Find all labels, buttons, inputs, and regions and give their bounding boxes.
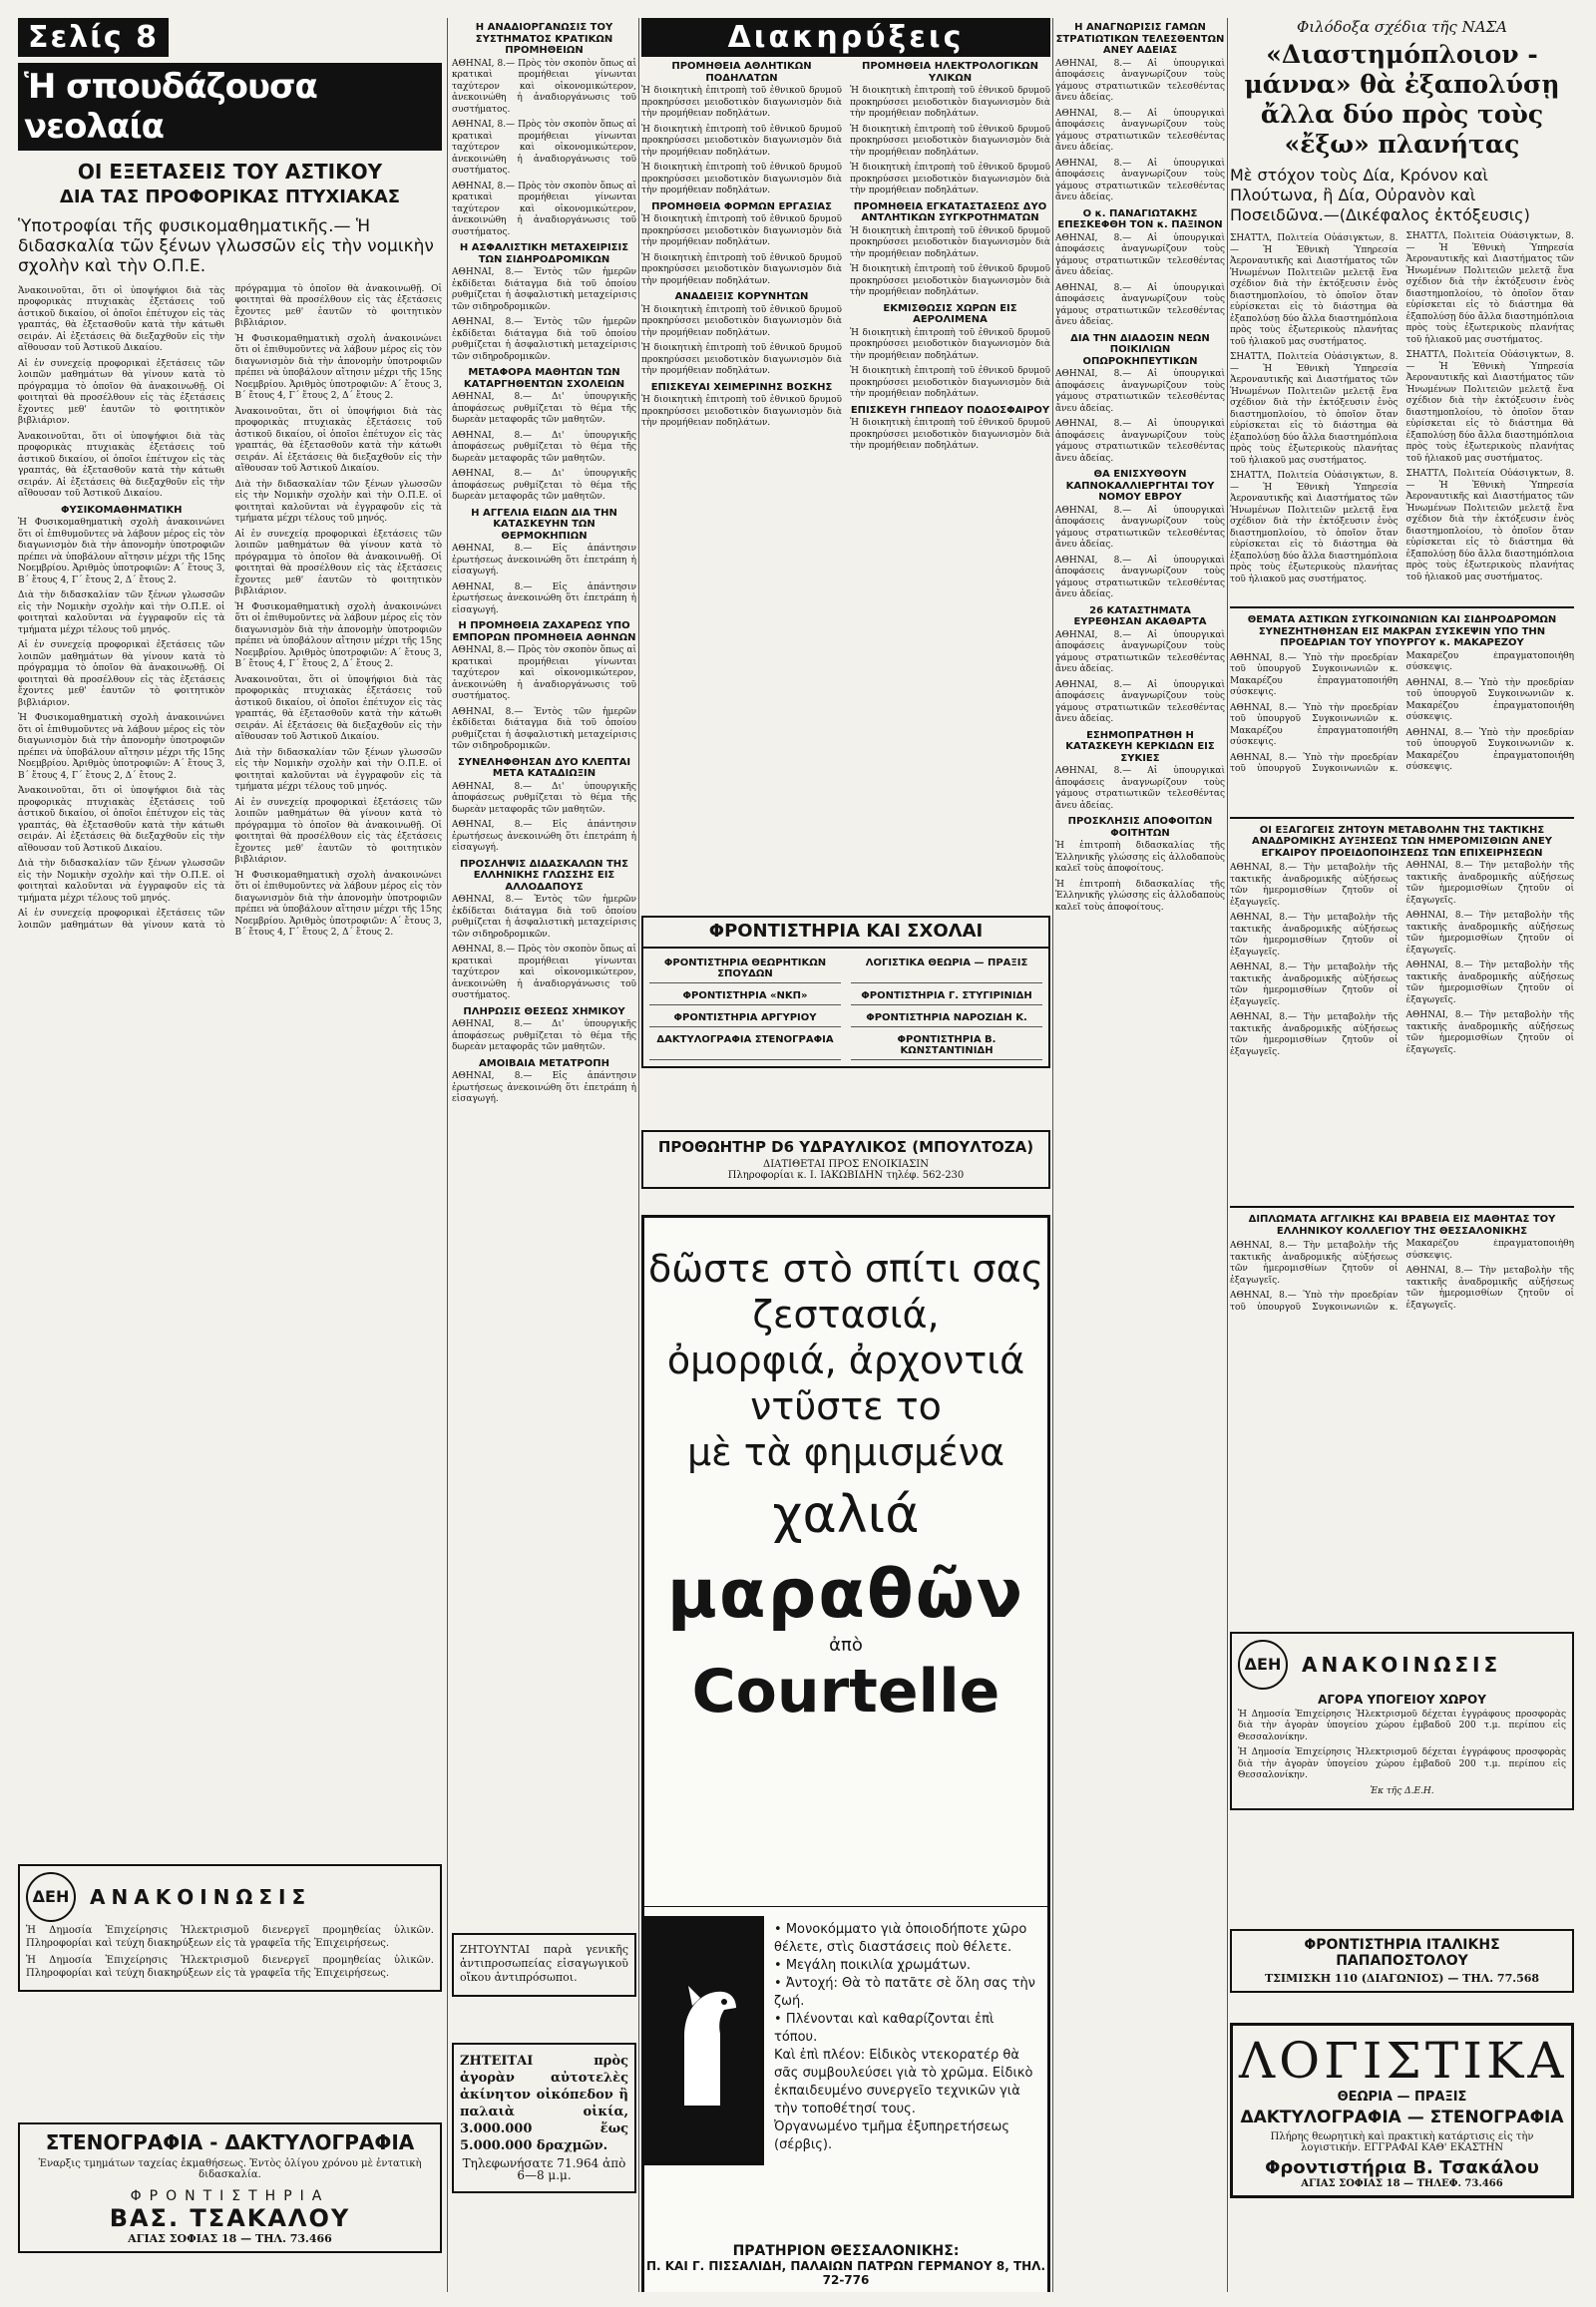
store-label: ΠΡΑΤΗΡΙΟΝ ΘΕΣΣΑΛΟΝΙΚΗΣ: — [732, 2243, 960, 2259]
ad-text: Πληροφορίαι κ. Ι. ΙΑΚΩΒΙΔΗΝ τηλέφ. 562-230 — [727, 1170, 965, 1181]
ad-title: ΑΝΑΚΟΙΝΩΣΙΣ — [90, 1885, 312, 1909]
ad-text: Ἡ Δημοσία Ἐπιχείρησις Ἠλεκτρισμοῦ διενεργεῖ προμηθείας ὑλικῶν. Πληροφορίαι καὶ τεύχη διακηρύξεων εἰς τὰ γραφεῖα τῆς Ἐπιχειρήσεως. — [26, 1925, 434, 1949]
article-text: ΑΘΗΝΑΙ, 8.— Δι' ὑπουργικῆς ἀποφάσεως ρυθμίζεται τὸ θέμα τῆς δωρεὰν μεταφορᾶς τῶν μαθητῶν. — [452, 1019, 636, 1052]
article-text: ΑΘΗΝΑΙ, 8.— Τὴν μεταβολὴν τῆς τακτικῆς ἀναδρομικῆς αὐξήσεως τῶν ἡμερομισθίων ζητοῦν οἱ ἐξαγωγεῖς. — [1230, 1012, 1398, 1057]
dei-underground-ad — [1230, 1632, 1574, 1810]
article-text: ΑΘΗΝΑΙ, 8.— Ὑπὸ τὴν προεδρίαν τοῦ ὑπουργοῦ Συγκοινωνιῶν κ. Μακαρέζου ἐπραγματοποιήθη σύσκεψις. — [1230, 1239, 1574, 1313]
article-text: Ἡ διοικητικὴ ἐπιτροπὴ τοῦ ἐθνικοῦ δρυμοῦ προκηρύσσει μειοδοτικὸν διαγωνισμὸν διὰ τὴν προμήθειαν ποδηλάτων. — [641, 214, 842, 247]
article-text: ΑΘΗΝΑΙ, 8.— Τὴν μεταβολὴν τῆς τακτικῆς ἀναδρομικῆς αὐξήσεως τῶν ἡμερομισθίων ζητοῦν οἱ ἐξαγωγεῖς. — [1230, 913, 1398, 958]
article-text: Ἡ ἐπιτροπὴ διδασκαλίας τῆς Ἑλληνικῆς γλώσσης εἰς ἀλλοδαποὺς καλεῖ τοὺς ἀποφοίτους. — [1055, 841, 1225, 874]
article-text: Ἀνακοινοῦται, ὅτι οἱ ὑποψήφιοι διὰ τὰς προφορικὰς πτυχιακὰς ἐξετάσεις τοῦ ἀστικοῦ δικαίου, οἱ ὁποῖοι ἐπέτυχον εἰς τὰς γραπτάς, θὰ ἐξετασθοῦν κατὰ τὴν κάτωθι σειράν. Αἱ ἐξετάσεις θὰ διεξαχθοῦν εἰς τὴν αἴθουσαν τοῦ Ἀστικοῦ Δικαίου. — [234, 406, 442, 475]
fiber-brand: Courtelle — [691, 1657, 1000, 1727]
article-text: ΑΘΗΝΑΙ, 8.— Δι' ὑπουργικῆς ἀποφάσεως ρυθμίζεται τὸ θέμα τῆς δωρεὰν μεταφορᾶς τῶν μαθητῶν. — [452, 392, 636, 425]
article-text: Ἡ διοικητικὴ ἐπιτροπὴ τοῦ ἐθνικοῦ δρυμοῦ προκηρύσσει μειοδοτικὸν διαγωνισμὸν διὰ τὴν προμήθειαν ποδηλάτων. — [641, 86, 842, 119]
article-text: ΣΗΑΤΤΛ, Πολιτεία Οὐάσιγκτων, 8.— Ἡ Ἐθνικὴ Ὑπηρεσία Ἀεροναυτικῆς καὶ Διαστήματος τῶν Ἡνωμένων Πολιτειῶν μελετᾷ ἕνα σχέδιον διὰ τὴν ἐκτόξευσιν ἑνὸς διαστημοπλοίου, τὸ ὁποῖον ὅταν εὑρίσκεται εἰς τὸ διάστημα θὰ ἐξαπολύσῃ δύο ἄλλα διαστημόπλοια πρὸς τοὺς ἐξωτερικοὺς πλανήτας τοῦ ἡλιακοῦ μας συστήματος. — [1230, 471, 1398, 584]
article-text: ΑΘΗΝΑΙ, 8.— Τὴν μεταβολὴν τῆς τακτικῆς ἀναδρομικῆς αὐξήσεως τῶν ἡμερομισθίων ζητοῦν οἱ ἐξαγωγεῖς. — [1405, 911, 1574, 956]
article-text: ΑΘΗΝΑΙ, 8.— Δι' ὑπουργικῆς ἀποφάσεως ρυθμίζεται τὸ θέμα τῆς δωρεὰν μεταφορᾶς τῶν μαθητῶν. — [452, 430, 636, 464]
headline: ΕΠΙΣΚΕΥΑΙ ΧΕΙΜΕΡΙΝΗΣ ΒΟΣΚΗΣ — [650, 381, 833, 393]
school-listing: ΦΡΟΝΤΙΣΤΗΡΙΑ ΝΑΡΟΖΙΔΗ Κ. — [851, 1009, 1042, 1027]
ad-text: Ἡ Δημοσία Ἐπιχείρησις Ἠλεκτρισμοῦ δέχεται ἐγγράφους προσφορὰς διὰ τὴν ἀγορὰν ὑπογείου χώρου ἐμβαδοῦ 200 τ.μ. περίπου εἰς Θεσσαλονίκην. — [1238, 1747, 1566, 1781]
ad-line: δῶστε στὸ σπίτι σας — [647, 1247, 1043, 1291]
dei-announcement-ad — [18, 1864, 442, 1992]
article-text: Διὰ τὴν διδασκαλίαν τῶν ξένων γλωσσῶν εἰς τὴν Νομικὴν σχολὴν καὶ τὴν Ο.Π.Ε. οἱ φοιτηταὶ καλοῦνται νὰ ἐγγραφοῦν εἰς τὰ τμήματα μέχρι τέλους τοῦ μηνός. — [18, 859, 225, 904]
article-text: ΣΗΑΤΤΛ, Πολιτεία Οὐάσιγκτων, 8.— Ἡ Ἐθνικὴ Ὑπηρεσία Ἀεροναυτικῆς καὶ Διαστήματος τῶν Ἡνωμένων Πολιτειῶν μελετᾷ ἕνα σχέδιον διὰ τὴν ἐκτόξευσιν ἑνὸς διαστημοπλοίου, τὸ ὁποῖον ὅταν εὑρίσκεται εἰς τὸ διάστημα θὰ ἐξαπολύσῃ δύο ἄλλα διαστημόπλοια πρὸς τοὺς ἐξωτερικοὺς πλανήτας τοῦ ἡλιακοῦ μας συστήματος. — [1230, 233, 1398, 347]
article-text: ΑΘΗΝΑΙ, 8.— Τὴν μεταβολὴν τῆς τακτικῆς ἀναδρομικῆς αὐξήσεως τῶν ἡμερομισθίων ζητοῦν οἱ ἐξαγωγεῖς. — [1405, 961, 1574, 1005]
headline: ΠΡΟΜΗΘΕΙΑ ΕΓΚΑΤΑΣΤΑΣΕΩΣ ΔΥΟ ΑΝΤΛΗΤΙΚΩΝ ΣΥΓΚΡΟΤΗΜΑΤΩΝ — [853, 200, 1047, 223]
headline: ΑΝΑΔΕΙΞΙΣ ΚΟΡΥΝΗΤΩΝ — [674, 291, 809, 302]
ad-text: ΔΙΑΤΙΘΕΤΑΙ ΠΡΟΣ ΕΝΟΙΚΙΑΣΙΝ — [762, 1159, 930, 1170]
article-text: Ἀνακοινοῦται, ὅτι οἱ ὑποψήφιοι διὰ τὰς προφορικὰς πτυχιακὰς ἐξετάσεις τοῦ ἀστικοῦ δικαίου, οἱ ὁποῖοι ἐπέτυχον εἰς τὰς γραπτάς, θὰ ἐξετασθοῦν κατὰ τὴν κάτωθι σειράν. Αἱ ἐξετάσεις θὰ διεξαχθοῦν εἰς τὴν αἴθουσαν τοῦ Ἀστικοῦ Δικαίου. — [18, 786, 225, 854]
article-text: ΑΘΗΝΑΙ, 8.— Αἱ ὑπουργικαὶ ἀποφάσεις ἀναγνωρίζουν τοὺς γάμους στρατιωτικῶν τελεσθέντας ἄνευ ἀδείας. — [1055, 679, 1225, 724]
ad-title: ΦΡΟΝΤΙΣΤΗΡΙΑ ΙΤΑΛΙΚΗΣ ΠΑΠΑΠΟΣΤΟΛΟΥ — [1304, 1937, 1500, 1969]
ad-title: ΠΡΟΘΩΗΤΗΡ D6 ΥΔΡΑΥΛΙΚΟΣ (ΜΠΟΥΛΤΟΖΑ) — [657, 1138, 1034, 1156]
article-text: ΑΘΗΝΑΙ, 8.— Αἱ ὑπουργικαὶ ἀποφάσεις ἀναγνωρίζουν τοὺς γάμους στρατιωτικῶν τελεσθέντας ἄνευ ἀδείας. — [1055, 369, 1225, 414]
headline: ΘΑ ΕΝΙΣΧΥΘΟΥΝ ΚΑΠΝΟΚΑΛΛΙΕΡΓΗΤΑΙ ΤΟΥ ΝΟΜΟΥ ΕΒΡΟΥ — [1065, 469, 1215, 503]
subheadline-nasa: Μὲ στόχον τοὺς Δία, Κρόνον καὶ Πλούτωνα, ἢ Δία, Οὐρανὸν καὶ Ποσειδῶνα.—(Δικέφαλος ἐκτόξευσις) — [1230, 166, 1530, 224]
article-text: ΑΘΗΝΑΙ, 8.— Πρὸς τὸν σκοπὸν ὅπως αἱ κρατικαὶ προμήθειαι γίνωνται ταχύτερον καὶ οἰκονομικώτερον, ἀνεκοινώθη ἡ ἀναδιοργάνωσις τοῦ συστήματος. — [452, 181, 636, 237]
ad-line: ντῦστε το — [750, 1384, 942, 1428]
article-text: Αἱ ἐν συνεχείᾳ προφορικαὶ ἐξετάσεις τῶν λοιπῶν μαθημάτων θὰ γίνουν κατὰ τὸ πρόγραμμα τὸ ὁποῖον θὰ ἀνακοινωθῇ. Οἱ φοιτηταὶ θὰ προσέλθουν εἰς τὰς ἐξετάσεις ἔχοντες μεθ' ἑαυτῶν τὸ φοιτητικὸν βιβλιάριον. — [18, 640, 225, 708]
article-text: Αἱ ἐν συνεχείᾳ προφορικαὶ ἐξετάσεις τῶν λοιπῶν μαθημάτων θὰ γίνουν κατὰ τὸ πρόγραμμα τὸ ὁποῖον θὰ ἀνακοινωθῇ. Οἱ φοιτηταὶ θὰ προσέλθουν εἰς τὰς ἐξετάσεις ἔχοντες μεθ' ἑαυτῶν τὸ φοιτητικὸν βιβλιάριον. — [18, 358, 225, 427]
classified-ad-property — [452, 2043, 636, 2193]
dei-logo-icon: ΔΕΗ — [1238, 1640, 1288, 1690]
ad-line: ζεστασιά, — [752, 1293, 940, 1337]
ad-address: ΑΓΙΑΣ ΣΟΦΙΑΣ 18 — ΤΗΛ. 73.466 — [128, 2232, 332, 2245]
article-text: Ἡ διοικητικὴ ἐπιτροπὴ τοῦ ἐθνικοῦ δρυμοῦ προκηρύσσει μειοδοτικὸν διαγωνισμὸν διὰ τὴν προμήθειαν ποδηλάτων. — [641, 304, 842, 338]
headline: Η ΑΝΑΓΝΩΡΙΣΙΣ ΓΑΜΩΝ ΣΤΡΑΤΙΩΤΙΚΩΝ ΤΕΛΕΣΘΕΝΤΩΝ ΑΝΕΥ ΑΔΕΙΑΣ — [1055, 22, 1225, 56]
article-text: ΑΘΗΝΑΙ, 8.— Ὑπὸ τὴν προεδρίαν τοῦ ὑπουργοῦ Συγκοινωνιῶν κ. Μακαρέζου ἐπραγματοποιήθη σύσκεψις. — [1230, 650, 1574, 774]
article-text: ΑΘΗΝΑΙ, 8.— Αἱ ὑπουργικαὶ ἀποφάσεις ἀναγνωρίζουν τοὺς γάμους στρατιωτικῶν τελεσθέντας ἄνευ ἀδείας. — [1055, 419, 1225, 464]
headline-oral-exams: ΔΙΑ ΤΑΣ ΠΡΟΦΟΡΙΚΑΣ ΠΤΥΧΙΑΚΑΣ — [59, 187, 401, 207]
article-text: Ἡ διοικητικὴ ἐπιτροπὴ τοῦ ἐθνικοῦ δρυμοῦ προκηρύσσει μειοδοτικὸν διαγωνισμὸν διὰ τὴν προμήθειαν ποδηλάτων. — [850, 264, 1050, 297]
ad-bullet: • Πλένονται καὶ καθαρίζονται ἐπὶ τόπου. — [774, 2012, 995, 2045]
ad-bullet: Καὶ ἐπὶ πλέον: Εἰδικὸς ντεκορατέρ θὰ σᾶς συμβουλεύσει γιὰ τὸ χρῶμα. Εἰδικὸ ἐκπαιδευμένο συνεργεῖο τεχνικῶν γιὰ τὴν τοποθέτησί τους. — [774, 2048, 1033, 2116]
article-text: Ἡ Φυσικομαθηματικὴ σχολὴ ἀνακοινώνει ὅτι οἱ ἐπιθυμοῦντες νὰ λάβουν μέρος εἰς τὸν διαγωνισμὸν διὰ τὴν ἀπονομὴν ὑποτροφιῶν πρέπει νὰ ὑποβάλουν αἴτησιν μέχρι τῆς 15ης Νοεμβρίου. Ἀριθμὸς ὑποτροφιῶν: Α΄ ἔτους 3, Β΄ ἔτους 4, Γ΄ ἔτους 2, Δ΄ ἔτους 2. — [234, 601, 442, 670]
article-text: ΑΘΗΝΑΙ, 8.— Πρὸς τὸν σκοπὸν ὅπως αἱ κρατικαὶ προμήθειαι γίνωνται ταχύτερον καὶ οἰκονομικώτερον, ἀνεκοινώθη ἡ ἀναδιοργάνωσις τοῦ συστήματος. — [452, 645, 636, 701]
italian-school-ad — [1230, 1929, 1574, 1993]
article-text: ΑΘΗΝΑΙ, 8.— Αἱ ὑπουργικαὶ ἀποφάσεις ἀναγνωρίζουν τοὺς γάμους στρατιωτικῶν τελεσθέντας ἄνευ ἀδείας. — [1055, 766, 1225, 811]
classified-ad — [452, 1933, 636, 1997]
ad-text: Ἡ Δημοσία Ἐπιχείρησις Ἠλεκτρισμοῦ διενεργεῖ προμηθείας ὑλικῶν. Πληροφορίαι καὶ τεύχη διακηρύξεων εἰς τὰ γραφεῖα τῆς Ἐπιχειρήσεως. — [26, 1955, 434, 1979]
lead-paragraph: Ὑποτροφίαι τῆς φυσικομαθηματικῆς.— Ἡ διδασκαλία τῶν ξένων γλωσσῶν εἰς τὴν νομικὴν σχολὴν καὶ τὴν Ο.Π.Ε. — [18, 215, 434, 276]
ad-from: ἀπὸ — [829, 1635, 863, 1656]
column-2 — [452, 18, 636, 2292]
headline: ΕΣΗΜΟΠΡΑΤΗΘΗ Η ΚΑΤΑΣΚΕΥΗ ΚΕΡΚΙΔΩΝ ΕΙΣ ΣΥΚΙΕΣ — [1065, 729, 1215, 764]
column-divider — [1052, 18, 1053, 2292]
article-text: ΑΘΗΝΑΙ, 8.— Αἱ ὑπουργικαὶ ἀποφάσεις ἀναγνωρίζουν τοὺς γάμους στρατιωτικῶν τελεσθέντας ἄνευ ἀδείας. — [1055, 629, 1225, 674]
article-text: Ἡ διοικητικὴ ἐπιτροπὴ τοῦ ἐθνικοῦ δρυμοῦ προκηρύσσει μειοδοτικὸν διαγωνισμὸν διὰ τὴν προμήθειαν ποδηλάτων. — [641, 124, 842, 158]
schools-box — [641, 916, 1050, 1068]
article-text: Διὰ τὴν διδασκαλίαν τῶν ξένων γλωσσῶν εἰς τὴν Νομικὴν σχολὴν καὶ τὴν Ο.Π.Ε. οἱ φοιτηταὶ καλοῦνται νὰ ἐγγραφοῦν εἰς τὰ τμήματα μέχρι τέλους τοῦ μηνός. — [234, 747, 442, 793]
column-divider — [447, 18, 448, 2292]
headline: ΜΕΤΑΦΟΡΑ ΜΑΘΗΤΩΝ ΤΩΝ ΚΑΤΑΡΓΗΘΕΝΤΩΝ ΣΧΟΛΕΙΩΝ — [463, 367, 625, 390]
headline: ΠΡΟΣΛΗΨΙΣ ΔΙΔΑΣΚΑΛΩΝ ΤΗΣ ΕΛΛΗΝΙΚΗΣ ΓΛΩΣΣΗΣ ΕΙΣ ΑΛΛΟΔΑΠΟΥΣ — [459, 858, 629, 893]
headline: ΕΚΜΙΣΘΩΣΙΣ ΧΩΡΩΝ ΕΙΣ ΑΕΡΟΛΙΜΕΝΑ — [883, 302, 1017, 325]
horse-icon — [644, 1916, 764, 2165]
article-text: Διὰ τὴν διδασκαλίαν τῶν ξένων γλωσσῶν εἰς τὴν Νομικὴν σχολὴν καὶ τὴν Ο.Π.Ε. οἱ φοιτηταὶ καλοῦνται νὰ ἐγγραφοῦν εἰς τὰ τμήματα μέχρι τέλους τοῦ μηνός. — [234, 479, 442, 525]
article-text: ΑΘΗΝΑΙ, 8.— Αἱ ὑπουργικαὶ ἀποφάσεις ἀναγνωρίζουν τοὺς γάμους στρατιωτικῶν τελεσθέντας ἄνευ ἀδείας. — [1055, 158, 1225, 202]
headline: ΠΡΟΜΗΘΕΙΑ ΦΟΡΜΩΝ ΕΡΓΑΣΙΑΣ — [651, 200, 832, 212]
headline-exporters: ΟΙ ΕΞΑΓΩΓΕΙΣ ΖΗΤΟΥΝ ΜΕΤΑΒΟΛΗΝ ΤΗΣ ΤΑΚΤΙΚΗΣ ΑΝΑΔΡΟΜΙΚΗΣ ΑΥΞΗΣΕΩΣ ΤΩΝ ΗΜΕΡΟΜΙΣΘΙΩΝ ΑΝΕΥ ΕΓΚΑΙΡΟΥ ΠΡΟΕΙΔΟΠΟΙΗΣΕΩΣ ΤΩΝ ΕΠΙΧΕΙΡΗΣΕΩΝ — [1251, 824, 1553, 859]
school-listing: ΔΑΚΤΥΛΟΓΡΑΦΙΑ ΣΤΕΝΟΓΡΑΦΙΑ — [649, 1031, 841, 1060]
article-text: ΑΘΗΝΑΙ, 8.— Τὴν μεταβολὴν τῆς τακτικῆς ἀναδρομικῆς αὐξήσεως τῶν ἡμερομισθίων ζητοῦν οἱ ἐξαγωγεῖς. — [1230, 863, 1398, 908]
article-text: ΑΘΗΝΑΙ, 8.— Τὴν μεταβολὴν τῆς τακτικῆς ἀναδρομικῆς αὐξήσεως τῶν ἡμερομισθίων ζητοῦν οἱ ἐξαγωγεῖς. — [1405, 1266, 1574, 1311]
store-address: Π. ΚΑΙ Γ. ΠΙΣΣΑΛΙΔΗ, ΠΑΛΑΙΩΝ ΠΑΤΡΩΝ ΓΕΡΜΑΝΟΥ 8, ΤΗΛ. 72-776 — [645, 2259, 1046, 2287]
article-text: ΑΘΗΝΑΙ, 8.— Τὴν μεταβολὴν τῆς τακτικῆς ἀναδρομικῆς αὐξήσεως τῶν ἡμερομισθίων ζητοῦν οἱ ἐξαγωγεῖς. — [1230, 1241, 1398, 1286]
column-1 — [18, 18, 442, 2292]
article-text: ΑΘΗΝΑΙ, 8.— Αἱ ὑπουργικαὶ ἀποφάσεις ἀναγνωρίζουν τοὺς γάμους στρατιωτικῶν τελεσθέντας ἄνευ ἀδείας. — [1055, 505, 1225, 550]
headline-transport: ΘΕΜΑΤΑ ΑΣΤΙΚΩΝ ΣΥΓΚΟΙΝΩΝΙΩΝ ΚΑΙ ΣΙΔΗΡΟΔΡΟΜΩΝ ΣΥΝΕΖΗΤΗΘΗΣΑΝ ΕΙΣ ΜΑΚΡΑΝ ΣΥΣΚΕΨΙΝ ΥΠΟ ΤΗΝ ΠΡΟΕΔΡΙΑΝ ΤΟΥ ΥΠΟΥΡΓΟΥ κ. ΜΑΚΑΡΕΖΟΥ — [1247, 614, 1557, 648]
article-text: ΑΘΗΝΑΙ, 8.— Ὑπὸ τὴν προεδρίαν τοῦ ὑπουργοῦ Συγκοινωνιῶν κ. Μακαρέζου ἐπραγματοποιήθη σύσκεψις. — [1405, 677, 1574, 722]
ad-title: ΑΝΑΚΟΙΝΩΣΙΣ — [1302, 1653, 1502, 1677]
school-listing: ΦΡΟΝΤΙΣΤΗΡΙΑ ΘΕΩΡΗΤΙΚΩΝ ΣΠΟΥΔΩΝ — [649, 955, 841, 983]
column-3 — [641, 18, 1050, 2292]
school-listing: ΦΡΟΝΤΙΣΤΗΡΙΑ «ΝΚΠ» — [649, 987, 841, 1005]
headline-diplomas: ΔΙΠΛΩΜΑΤΑ ΑΓΓΛΙΚΗΣ ΚΑΙ ΒΡΑΒΕΙΑ ΕΙΣ ΜΑΘΗΤΑΣ ΤΟΥ ΕΛΛΗΝΙΚΟΥ ΚΟΛΛΕΓΙΟΥ ΤΗΣ ΘΕΣΣΑΛΟΝΙΚΗΣ — [1248, 1214, 1556, 1237]
article-text: ΑΘΗΝΑΙ, 8.— Πρὸς τὸν σκοπὸν ὅπως αἱ κρατικαὶ προμήθειαι γίνωνται ταχύτερον καὶ οἰκονομικώτερον, ἀνεκοινώθη ἡ ἀναδιοργάνωσις τοῦ συστήματος. — [452, 120, 636, 176]
ad-text: Ἡ Δημοσία Ἐπιχείρησις Ἠλεκτρισμοῦ δέχεται ἐγγράφους προσφορὰς διὰ τὴν ἀγορὰν ὑπογείου χώρου ἐμβαδοῦ 200 τ.μ. περίπου εἰς Θεσσαλονίκην. — [1238, 1709, 1566, 1742]
article-text: ΣΗΑΤΤΛ, Πολιτεία Οὐάσιγκτων, 8.— Ἡ Ἐθνικὴ Ὑπηρεσία Ἀεροναυτικῆς καὶ Διαστήματος τῶν Ἡνωμένων Πολιτειῶν μελετᾷ ἕνα σχέδιον διὰ τὴν ἐκτόξευσιν ἑνὸς διαστημοπλοίου, τὸ ὁποῖον ὅταν εὑρίσκεται εἰς τὸ διάστημα θὰ ἐξαπολύσῃ δύο ἄλλα διαστημόπλοια πρὸς τοὺς ἐξωτερικοὺς πλανήτας τοῦ ἡλιακοῦ μας συστήματος. — [1405, 469, 1574, 582]
article-text: ΑΘΗΝΑΙ, 8.— Ὑπὸ τὴν προεδρίαν τοῦ ὑπουργοῦ Συγκοινωνιῶν κ. Μακαρέζου ἐπραγματοποιήθη σύσκεψις. — [1405, 727, 1574, 772]
article-text: Ἡ διοικητικὴ ἐπιτροπὴ τοῦ ἐθνικοῦ δρυμοῦ προκηρύσσει μειοδοτικὸν διαγωνισμὸν διὰ τὴν προμήθειαν ποδηλάτων. — [850, 163, 1050, 195]
headline: Η ΑΝΑΔΙΟΡΓΑΝΩΣΙΣ ΤΟΥ ΣΥΣΤΗΜΑΤΟΣ ΚΡΑΤΙΚΩΝ ΠΡΟΜΗΘΕΙΩΝ — [475, 22, 613, 56]
headline: ΣΥΝΕΛΗΦΘΗΣΑΝ ΔΥΟ ΚΛΕΠΤΑΙ ΜΕΤΑ ΚΑΤΑΔΙΩΞΙΝ — [457, 756, 631, 779]
school-listing: ΦΡΟΝΤΙΣΤΗΡΙΑ ΑΡΓΥΡΙΟΥ — [649, 1009, 841, 1027]
article-text: Ἡ διοικητικὴ ἐπιτροπὴ τοῦ ἐθνικοῦ δρυμοῦ προκηρύσσει μειοδοτικὸν διαγωνισμὸν διὰ τὴν προμήθειαν ποδηλάτων. — [641, 343, 842, 376]
ad-address: ΑΓΙΑΣ ΣΟΦΙΑΣ 18 — ΤΗΛΕΦ. 73.466 — [1301, 2178, 1503, 2189]
article-text: ΑΘΗΝΑΙ, 8.— Δι' ὑπουργικῆς ἀποφάσεως ρυθμίζεται τὸ θέμα τῆς δωρεὰν μεταφορᾶς τῶν μαθητῶν. — [452, 469, 636, 502]
headline: ΠΡΟΜΗΘΕΙΑ ΗΛΕΚΤΡΟΛΟΓΙΚΩΝ ΥΛΙΚΩΝ — [861, 61, 1039, 84]
ad-school-name: ΒΑΣ. ΤΣΑΚΑΛΟΥ — [109, 2204, 351, 2232]
horse-logo — [644, 1916, 764, 2165]
article-text: ΑΘΗΝΑΙ, 8.— Αἱ ὑπουργικαὶ ἀποφάσεις ἀναγνωρίζουν τοὺς γάμους στρατιωτικῶν τελεσθέντας ἄνευ ἀδείας. — [1055, 108, 1225, 153]
column-5 — [1230, 18, 1574, 2292]
ad-phone: Τηλεφωνήσατε 71.964 ἀπὸ 6—8 μ.μ. — [462, 2156, 626, 2182]
article-text: Ἡ διοικητικὴ ἐπιτροπὴ τοῦ ἐθνικοῦ δρυμοῦ προκηρύσσει μειοδοτικὸν διαγωνισμὸν διὰ τὴν προμήθειαν ποδηλάτων. — [850, 86, 1050, 119]
headline-exams: ΟΙ ΕΞΕΤΑΣΕΙΣ ΤΟΥ ΑΣΤΙΚΟΥ — [77, 160, 383, 184]
article-text: ΑΘΗΝΑΙ, 8.— Ἐντὸς τῶν ἡμερῶν ἐκδίδεται διάταγμα διὰ τοῦ ὁποίου ρυθμίζεται ἡ ἀσφαλιστικὴ μεταχείρισις τῶν σιδηροδρομικῶν. — [452, 317, 636, 362]
article-text: ΑΘΗΝΑΙ, 8.— Αἱ ὑπουργικαὶ ἀποφάσεις ἀναγνωρίζουν τοὺς γάμους στρατιωτικῶν τελεσθέντας ἄνευ ἀδείας. — [1055, 555, 1225, 599]
article-text: ΑΘΗΝΑΙ, 8.— Εἰς ἀπάντησιν ἐρωτήσεως ἀνεκοινώθη ὅτι ἐπετράπη ἡ εἰσαγωγή. — [452, 1071, 636, 1104]
headline: 26 ΚΑΤΑΣΤΗΜΑΤΑ ΕΥΡΕΘΗΣΑΝ ΑΚΑΘΑΡΤΑ — [1073, 604, 1207, 627]
article-text: Αἱ ἐν συνεχείᾳ προφορικαὶ ἐξετάσεις τῶν λοιπῶν μαθημάτων θὰ γίνουν κατὰ τὸ πρόγραμμα τὸ ὁποῖον θὰ ἀνακοινωθῇ. Οἱ φοιτηταὶ θὰ προσέλθουν εἰς τὰς ἐξετάσεις ἔχοντες μεθ' ἑαυτῶν τὸ φοιτητικὸν βιβλιάριον. — [234, 797, 442, 866]
ad-text: Ἐναρξις τμημάτων ταχείας ἐκμαθήσεως. Ἐντὸς ὀλίγου χρόνου μὲ ἐντατικὴ διδασκαλία. — [38, 2158, 422, 2180]
page-label: Σελίς 8 — [18, 18, 169, 57]
column-4 — [1055, 18, 1225, 2292]
ad-subtitle: ΔΑΚΤΥΛΟΓΡΑΦΙΑ — ΣΤΕΝΟΓΡΑΦΙΑ — [1240, 2108, 1564, 2127]
brand-name: μαραθῶν — [666, 1555, 1025, 1634]
article-text: ΑΘΗΝΑΙ, 8.— Αἱ ὑπουργικαὶ ἀποφάσεις ἀναγνωρίζουν τοὺς γάμους στρατιωτικῶν τελεσθέντας ἄνευ ἀδείας. — [1055, 232, 1225, 277]
ad-line: χαλιά — [772, 1485, 920, 1545]
headline: ΠΡΟΣΚΛΗΣΙΣ ΑΠΟΦΟΙΤΩΝ ΦΟΙΤΗΤΩΝ — [1067, 816, 1213, 839]
article-text: ΑΘΗΝΑΙ, 8.— Ὑπὸ τὴν προεδρίαν τοῦ ὑπουργοῦ Συγκοινωνιῶν κ. Μακαρέζου ἐπραγματοποιήθη σύσκεψις. — [1230, 702, 1398, 747]
ad-text: Πλήρης θεωρητικὴ καὶ πρακτικὴ κατάρτισις εἰς τὴν λογιστικήν. ΕΓΓΡΑΦΑΙ ΚΑΘ' ΕΚΑΣΤΗΝ — [1270, 2131, 1534, 2153]
school-listing: ΦΡΟΝΤΙΣΤΗΡΙΑ Β. ΚΩΝΣΤΑΝΤΙΝΙΔΗ — [851, 1031, 1042, 1060]
article-text: Ἀνακοινοῦται, ὅτι οἱ ὑποψήφιοι διὰ τὰς προφορικὰς πτυχιακὰς ἐξετάσεις τοῦ ἀστικοῦ δικαίου, οἱ ὁποῖοι ἐπέτυχον εἰς τὰς γραπτάς, θὰ ἐξετασθοῦν κατὰ τὴν κάτωθι σειράν. Αἱ ἐξετάσεις θὰ διεξαχθοῦν εἰς τὴν αἴθουσαν τοῦ Ἀστικοῦ Δικαίου. — [18, 431, 225, 500]
article-text: ΑΘΗΝΑΙ, 8.— Αἱ ὑπουργικαὶ ἀποφάσεις ἀναγνωρίζουν τοὺς γάμους στρατιωτικῶν τελεσθέντας ἄνευ ἀδείας. — [1055, 58, 1225, 103]
carpet-ad — [641, 1215, 1050, 2292]
ad-line: ὀμορφιά, ἀρχοντιά — [666, 1339, 1025, 1382]
ad-bullet: • Μονοκόμματο γιὰ ὁποιοδήποτε χῶρο θέλετε, στὶς διαστάσεις ποὺ θέλετε. — [774, 1922, 1027, 1955]
ad-line: μὲ τὰ φημισμένα — [686, 1430, 1005, 1474]
article-text: ΑΘΗΝΑΙ, 8.— Ἐντὸς τῶν ἡμερῶν ἐκδίδεται διάταγμα διὰ τοῦ ὁποίου ρυθμίζεται ἡ ἀσφαλιστικὴ μεταχείρισις τῶν σιδηροδρομικῶν. — [452, 706, 636, 751]
headline: ΕΠΙΣΚΕΥΗ ΓΗΠΕΔΟΥ ΠΟΔΟΣΦΑΙΡΟΥ — [850, 404, 1050, 416]
column-divider — [638, 18, 639, 2292]
article-text: ΑΘΗΝΑΙ, 8.— Εἰς ἀπάντησιν ἐρωτήσεως ἀνεκοινώθη ὅτι ἐπετράπη ἡ εἰσαγωγή. — [452, 544, 636, 577]
ad-signature: Ἐκ τῆς Δ.Ε.Η. — [1370, 1785, 1434, 1796]
headline: Η ΑΓΓΕΛΙΑ ΕΙΔΩΝ ΔΙΑ ΤΗΝ ΚΑΤΑΣΚΕΥΗΝ ΤΩΝ ΘΕΡΜΟΚΗΠΙΩΝ — [471, 507, 617, 542]
headline: Η ΠΡΟΜΗΘΕΙΑ ΖΑΧΑΡΕΩΣ ΥΠΟ ΕΜΠΟΡΩΝ ΠΡΟΜΗΘΕΙΑ ΑΘΗΝΩΝ — [452, 620, 636, 643]
article-text: ΑΘΗΝΑΙ, 8.— Τὴν μεταβολὴν τῆς τακτικῆς ἀναδρομικῆς αὐξήσεως τῶν ἡμερομισθίων ζητοῦν οἱ ἐξαγωγεῖς. — [1405, 861, 1574, 906]
article-text: Ἡ διοικητικὴ ἐπιτροπὴ τοῦ ἐθνικοῦ δρυμοῦ προκηρύσσει μειοδοτικὸν διαγωνισμὸν διὰ τὴν προμήθειαν ποδηλάτων. — [641, 395, 842, 428]
article-text: Ἡ ἐπιτροπὴ διδασκαλίας τῆς Ἑλληνικῆς γλώσσης εἰς ἀλλοδαποὺς καλεῖ τοὺς ἀποφοίτους. — [1055, 879, 1225, 913]
article-text: ΑΘΗΝΑΙ, 8.— Πρὸς τὸν σκοπὸν ὅπως αἱ κρατικαὶ προμήθειαι γίνωνται ταχύτερον καὶ οἰκονομικώτερον, ἀνεκοινώθη ἡ ἀναδιοργάνωσις τοῦ συστήματος. — [452, 945, 636, 1000]
newspaper-page — [18, 18, 1574, 2292]
dei-logo-icon: ΔΕΗ — [26, 1872, 76, 1922]
article-text: Αἱ ἐν συνεχείᾳ προφορικαὶ ἐξετάσεις τῶν λοιπῶν μαθημάτων θὰ γίνουν κατὰ τὸ πρόγραμμα τὸ ὁποῖον θὰ ἀνακοινωθῇ. Οἱ φοιτηταὶ θὰ προσέλθουν εἰς τὰς ἐξετάσεις ἔχοντες μεθ' ἑαυτῶν τὸ φοιτητικὸν βιβλιάριον. — [234, 529, 442, 597]
article-text: ΑΘΗΝΑΙ, 8.— Πρὸς τὸν σκοπὸν ὅπως αἱ κρατικαὶ προμήθειαι γίνωνται ταχύτερον καὶ οἰκονομικώτερον, ἀνεκοινώθη ἡ ἀναδιοργάνωσις τοῦ συστήματος. — [452, 58, 636, 115]
school-listing: ΦΡΟΝΤΙΣΤΗΡΙΑ Γ. ΣΤΥΓΙΡΙΝΙΔΗ — [851, 987, 1042, 1005]
headline: Η ΑΣΦΑΛΙΣΤΙΚΗ ΜΕΤΑΧΕΙΡΙΣΙΣ ΤΩΝ ΣΙΔΗΡΟΔΡΟΜΙΚΩΝ — [459, 242, 629, 265]
article-text: ΑΘΗΝΑΙ, 8.— Ἐντὸς τῶν ἡμερῶν ἐκδίδεται διάταγμα διὰ τοῦ ὁποίου ρυθμίζεται ἡ ἀσφαλιστικὴ μεταχείρισις τῶν σιδηροδρομικῶν. — [452, 895, 636, 940]
ad-bullet: • Μεγάλη ποικιλία χρωμάτων. — [774, 1958, 972, 1973]
article-text: Ἡ διοικητικὴ ἐπιτροπὴ τοῦ ἐθνικοῦ δρυμοῦ προκηρύσσει μειοδοτικὸν διαγωνισμὸν διὰ τὴν προμήθειαν ποδηλάτων. — [641, 252, 842, 286]
article-text: ΑΘΗΝΑΙ, 8.— Ὑπὸ τὴν προεδρίαν τοῦ ὑπουργοῦ Συγκοινωνιῶν κ. Μακαρέζου ἐπραγματοποιήθη σύσκεψις. — [1230, 652, 1398, 697]
article-text: Ἡ διοικητικὴ ἐπιτροπὴ τοῦ ἐθνικοῦ δρυμοῦ προκηρύσσει μειοδοτικὸν διαγωνισμὸν διὰ τὴν προμήθειαν ποδηλάτων. — [850, 418, 1050, 451]
article-text: Ἡ διοικητικὴ ἐπιτροπὴ τοῦ ἐθνικοῦ δρυμοῦ προκηρύσσει μειοδοτικὸν διαγωνισμὸν διὰ τὴν προμήθειαν ποδηλάτων. — [850, 366, 1050, 399]
ad-address: ΤΣΙΜΙΣΚΗ 110 (ΔΙΑΓΩΝΙΟΣ) — ΤΗΛ. 77.568 — [1264, 1972, 1540, 1985]
article-text: Ἡ Φυσικομαθηματικὴ σχολὴ ἀνακοινώνει ὅτι οἱ ἐπιθυμοῦντες νὰ λάβουν μέρος εἰς τὸν διαγωνισμὸν διὰ τὴν ἀπονομὴν ὑποτροφιῶν πρέπει νὰ ὑποβάλουν αἴτησιν μέχρι τῆς 15ης Νοεμβρίου. Ἀριθμὸς ὑποτροφιῶν: Α΄ ἔτους 3, Β΄ ἔτους 4, Γ΄ ἔτους 2, Δ΄ ἔτους 2. — [18, 518, 225, 585]
accounting-school-ad — [1230, 2023, 1574, 2198]
ad-title: ΛΟΓΙΣΤΙΚΑ — [1239, 2032, 1568, 2090]
subheading-physics-math: ΦΥΣΙΚΟΜΑΘΗΜΑΤΙΚΗ — [61, 504, 183, 516]
section-banner: Ἡ σπουδάζουσα νεολαία — [18, 63, 442, 151]
article-text: ΑΘΗΝΑΙ, 8.— Δι' ὑπουργικῆς ἀποφάσεως ρυθμίζεται τὸ θέμα τῆς δωρεὰν μεταφορᾶς τῶν μαθητῶν. — [452, 781, 636, 815]
article-text: Ἡ Φυσικομαθηματικὴ σχολὴ ἀνακοινώνει ὅτι οἱ ἐπιθυμοῦντες νὰ λάβουν μέρος εἰς τὸν διαγωνισμὸν διὰ τὴν ἀπονομὴν ὑποτροφιῶν πρέπει νὰ ὑποβάλουν αἴτησιν μέχρι τῆς 15ης Νοεμβρίου. Ἀριθμὸς ὑποτροφιῶν: Α΄ ἔτους 3, Β΄ ἔτους 4, Γ΄ ἔτους 2, Δ΄ ἔτους 2. — [234, 870, 442, 939]
article-text: Ἀνακοινοῦται, ὅτι οἱ ὑποψήφιοι διὰ τὰς προφορικὰς πτυχιακὰς ἐξετάσεις τοῦ ἀστικοῦ δικαίου, οἱ ὁποῖοι ἐπέτυχον εἰς τὰς γραπτάς, θὰ ἐξετασθοῦν κατὰ τὴν κάτωθι σειράν. Αἱ ἐξετάσεις θὰ διεξαχθοῦν εἰς τὴν αἴθουσαν τοῦ Ἀστικοῦ Δικαίου. — [234, 674, 442, 743]
article-text: Διὰ τὴν διδασκαλίαν τῶν ξένων γλωσσῶν εἰς τὴν Νομικὴν σχολὴν καὶ τὴν Ο.Π.Ε. οἱ φοιτηταὶ καλοῦνται νὰ ἐγγραφοῦν εἰς τὰ τμήματα μέχρι τέλους τοῦ μηνός. — [18, 590, 225, 635]
article-text: ΑΘΗΝΑΙ, 8.— Εἰς ἀπάντησιν ἐρωτήσεως ἀνεκοινώθη ὅτι ἐπετράπη ἡ εἰσαγωγή. — [452, 581, 636, 615]
headline: ΔΙΑ ΤΗΝ ΔΙΑΔΟΣΙΝ ΝΕΩΝ ΠΟΙΚΙΛΙΩΝ ΟΠΩΡΟΚΗΠΕΥΤΙΚΩΝ — [1070, 332, 1210, 367]
headline: ΠΛΗΡΩΣΙΣ ΘΕΣΕΩΣ ΧΗΜΙΚΟΥ — [463, 1005, 625, 1017]
article-text: Ἡ διοικητικὴ ἐπιτροπὴ τοῦ ἐθνικοῦ δρυμοῦ προκηρύσσει μειοδοτικὸν διαγωνισμὸν διὰ τὴν προμήθειαν ποδηλάτων. — [850, 124, 1050, 158]
headline: ΠΡΟΜΗΘΕΙΑ ΑΘΛΗΤΙΚΩΝ ΠΟΔΗΛΑΤΩΝ — [671, 61, 812, 84]
article-text: Ἡ Φυσικομαθηματικὴ σχολὴ ἀνακοινώνει ὅτι οἱ ἐπιθυμοῦντες νὰ λάβουν μέρος εἰς τὸν διαγωνισμὸν διὰ τὴν ἀπονομὴν ὑποτροφιῶν πρέπει νὰ ὑποβάλουν αἴτησιν μέχρι τῆς 15ης Νοεμβρίου. Ἀριθμὸς ὑποτροφιῶν: Α΄ ἔτους 3, Β΄ ἔτους 4, Γ΄ ἔτους 2, Δ΄ ἔτους 2. — [18, 713, 225, 781]
ad-subtitle: ΘΕΩΡΙΑ — ΠΡΑΞΙΣ — [1337, 2090, 1467, 2105]
headline: Ο κ. ΠΑΝΑΓΙΩΤΑΚΗΣ ΕΠΕΣΚΕΦΘΗ ΤΟΝ κ. ΠΑΞΙΝΟΝ — [1057, 207, 1223, 230]
ad-bullet: • Ἀντοχή: Θὰ τὸ πατᾶτε σὲ ὅλη σας τὴν ζωή. — [774, 1976, 1035, 2009]
article-text: ΣΗΑΤΤΛ, Πολιτεία Οὐάσιγκτων, 8.— Ἡ Ἐθνικὴ Ὑπηρεσία Ἀεροναυτικῆς καὶ Διαστήματος τῶν Ἡνωμένων Πολιτειῶν μελετᾷ ἕνα σχέδιον διὰ τὴν ἐκτόξευσιν ἑνὸς διαστημοπλοίου, τὸ ὁποῖον ὅταν εὑρίσκεται εἰς τὸ διάστημα θὰ ἐξαπολύσῃ δύο ἄλλα διαστημόπλοια πρὸς τοὺς ἐξωτερικοὺς πλανήτας τοῦ ἡλιακοῦ μας συστήματος. — [1405, 231, 1574, 345]
article-text: ΑΘΗΝΑΙ, 8.— Εἰς ἀπάντησιν ἐρωτήσεως ἀνεκοινώθη ὅτι ἐπετράπη ἡ εἰσαγωγή. — [452, 820, 636, 853]
section-banner-announcements: Διακηρύξεις — [641, 18, 1050, 57]
article-text: Ἡ Φυσικομαθηματικὴ σχολὴ ἀνακοινώνει ὅτι οἱ ἐπιθυμοῦντες νὰ λάβουν μέρος εἰς τὸν διαγωνισμὸν διὰ τὴν ἀπονομὴν ὑποτροφιῶν πρέπει νὰ ὑποβάλουν αἴτησιν μέχρι τῆς 15ης Νοεμβρίου. Ἀριθμὸς ὑποτροφιῶν: Α΄ ἔτους 3, Β΄ ἔτους 4, Γ΄ ἔτους 2, Δ΄ ἔτους 2. — [234, 333, 442, 402]
article-text: Αἱ ἐν συνεχείᾳ προφορικαὶ ἐξετάσεις τῶν λοιπῶν μαθημάτων θὰ γίνουν κατὰ τὸ πρόγραμμα τὸ ὁποῖον θὰ ἀνακοινωθῇ. Οἱ φοιτηταὶ θὰ προσέλθουν εἰς τὰς ἐξετάσεις ἔχοντες μεθ' ἑαυτῶν τὸ φοιτητικὸν βιβλιάριον. — [18, 283, 442, 931]
ad-text: ΖΗΤΟΥΝΤΑΙ παρὰ γενικῆς ἀντιπροσωπείας εἰσαγωγικοῦ οἴκου ἀντιπρόσωποι. — [460, 1943, 628, 1984]
ad-subtitle: ΑΓΟΡΑ ΥΠΟΓΕΙΟΥ ΧΩΡΟΥ — [1318, 1693, 1486, 1707]
stenography-ad — [18, 2122, 442, 2253]
article-text: ΑΘΗΝΑΙ, 8.— Τὴν μεταβολὴν τῆς τακτικῆς ἀναδρομικῆς αὐξήσεως τῶν ἡμερομισθίων ζητοῦν οἱ ἐξαγωγεῖς. — [1230, 962, 1398, 1007]
article-text: ΣΗΑΤΤΛ, Πολιτεία Οὐάσιγκτων, 8.— Ἡ Ἐθνικὴ Ὑπηρεσία Ἀεροναυτικῆς καὶ Διαστήματος τῶν Ἡνωμένων Πολιτειῶν μελετᾷ ἕνα σχέδιον διὰ τὴν ἐκτόξευσιν ἑνὸς διαστημοπλοίου, τὸ ὁποῖον ὅταν εὑρίσκεται εἰς τὸ διάστημα θὰ ἐξαπολύσῃ δύο ἄλλα διαστημόπλοια πρὸς τοὺς ἐξωτερικοὺς πλανήτας τοῦ ἡλιακοῦ μας συστήματος. — [1230, 352, 1398, 466]
kicker: Φιλόδοξα σχέδια τῆς ΝΑΣΑ — [1297, 18, 1507, 36]
article-text: Ἡ διοικητικὴ ἐπιτροπὴ τοῦ ἐθνικοῦ δρυμοῦ προκηρύσσει μειοδοτικὸν διαγωνισμὸν διὰ τὴν προμήθειαν ποδηλάτων. — [850, 327, 1050, 361]
article-text: ΣΗΑΤΤΛ, Πολιτεία Οὐάσιγκτων, 8.— Ἡ Ἐθνικὴ Ὑπηρεσία Ἀεροναυτικῆς καὶ Διαστήματος τῶν Ἡνωμένων Πολιτειῶν μελετᾷ ἕνα σχέδιον διὰ τὴν ἐκτόξευσιν ἑνὸς διαστημοπλοίου, τὸ ὁποῖον ὅταν εὑρίσκεται εἰς τὸ διάστημα θὰ ἐξαπολύσῃ δύο ἄλλα διαστημόπλοια πρὸς τοὺς ἐξωτερικοὺς πλανήτας τοῦ ἡλιακοῦ μας συστήματος. — [1405, 350, 1574, 464]
ad-school-label: ΦΡΟΝΤΙΣΤΗΡΙΑ — [130, 2188, 330, 2204]
school-listing: ΛΟΓΙΣΤΙΚΑ ΘΕΩΡΙΑ — ΠΡΑΞΙΣ — [851, 955, 1042, 983]
equipment-rental-ad — [641, 1130, 1050, 1189]
schools-title: ΦΡΟΝΤΙΣΤΗΡΙΑ ΚΑΙ ΣΧΟΛΑΙ — [643, 918, 1048, 949]
headline: ΑΜΟΙΒΑΙΑ ΜΕΤΑΤΡΟΠΗ — [479, 1057, 609, 1069]
ad-school-name: Φροντιστήρια Β. Τσακάλου — [1265, 2157, 1539, 2178]
article-text: ΑΘΗΝΑΙ, 8.— Ἐντὸς τῶν ἡμερῶν ἐκδίδεται διάταγμα διὰ τοῦ ὁποίου ρυθμίζεται ἡ ἀσφαλιστικὴ μεταχείρισις τῶν σιδηροδρομικῶν. — [452, 267, 636, 312]
article-text: Ἀνακοινοῦται, ὅτι οἱ ὑποψήφιοι διὰ τὰς προφορικὰς πτυχιακὰς ἐξετάσεις τοῦ ἀστικοῦ δικαίου, οἱ ὁποῖοι ἐπέτυχον εἰς τὰς γραπτάς, θὰ ἐξετασθοῦν κατὰ τὴν κάτωθι σειράν. Αἱ ἐξετάσεις θὰ διεξαχθοῦν εἰς τὴν αἴθουσαν τοῦ Ἀστικοῦ Δικαίου. — [18, 285, 225, 354]
article-text: ΑΘΗΝΑΙ, 8.— Αἱ ὑπουργικαὶ ἀποφάσεις ἀναγνωρίζουν τοὺς γάμους στρατιωτικῶν τελεσθέντας ἄνευ ἀδείας. — [1055, 282, 1225, 327]
article-text: Ἡ διοικητικὴ ἐπιτροπὴ τοῦ ἐθνικοῦ δρυμοῦ προκηρύσσει μειοδοτικὸν διαγωνισμὸν διὰ τὴν προμήθειαν ποδηλάτων. — [641, 163, 842, 195]
ad-text: ΖΗΤΕΙΤΑΙ πρὸς ἀγορὰν αὐτοτελὲς ἀκίνητον οἰκόπεδον ἢ παλαιὰ οἰκία, 3.000.000 ἕως 5.000.000 δραχμῶν. — [460, 2054, 628, 2153]
ad-bullet: Ὀργανωμένο τμῆμα ἐξυπηρετήσεως (σέρβις). — [774, 2119, 1010, 2152]
headline-nasa: «Διαστημόπλοιον - μάννα» θὰ ἐξαπολύσῃ ἄλλα δύο πρὸς τοὺς «ἔξω» πλανήτας — [1244, 40, 1560, 159]
column-divider — [1227, 18, 1228, 2292]
article-text: ΑΘΗΝΑΙ, 8.— Τὴν μεταβολὴν τῆς τακτικῆς ἀναδρομικῆς αὐξήσεως τῶν ἡμερομισθίων ζητοῦν οἱ ἐξαγωγεῖς. — [1405, 1010, 1574, 1055]
article-text: Ἡ διοικητικὴ ἐπιτροπὴ τοῦ ἐθνικοῦ δρυμοῦ προκηρύσσει μειοδοτικὸν διαγωνισμὸν διὰ τὴν προμήθειαν ποδηλάτων. — [850, 225, 1050, 259]
ad-title: ΣΤΕΝΟΓΡΑΦΙΑ - ΔΑΚΤΥΛΟΓΡΑΦΙΑ — [45, 2130, 415, 2154]
